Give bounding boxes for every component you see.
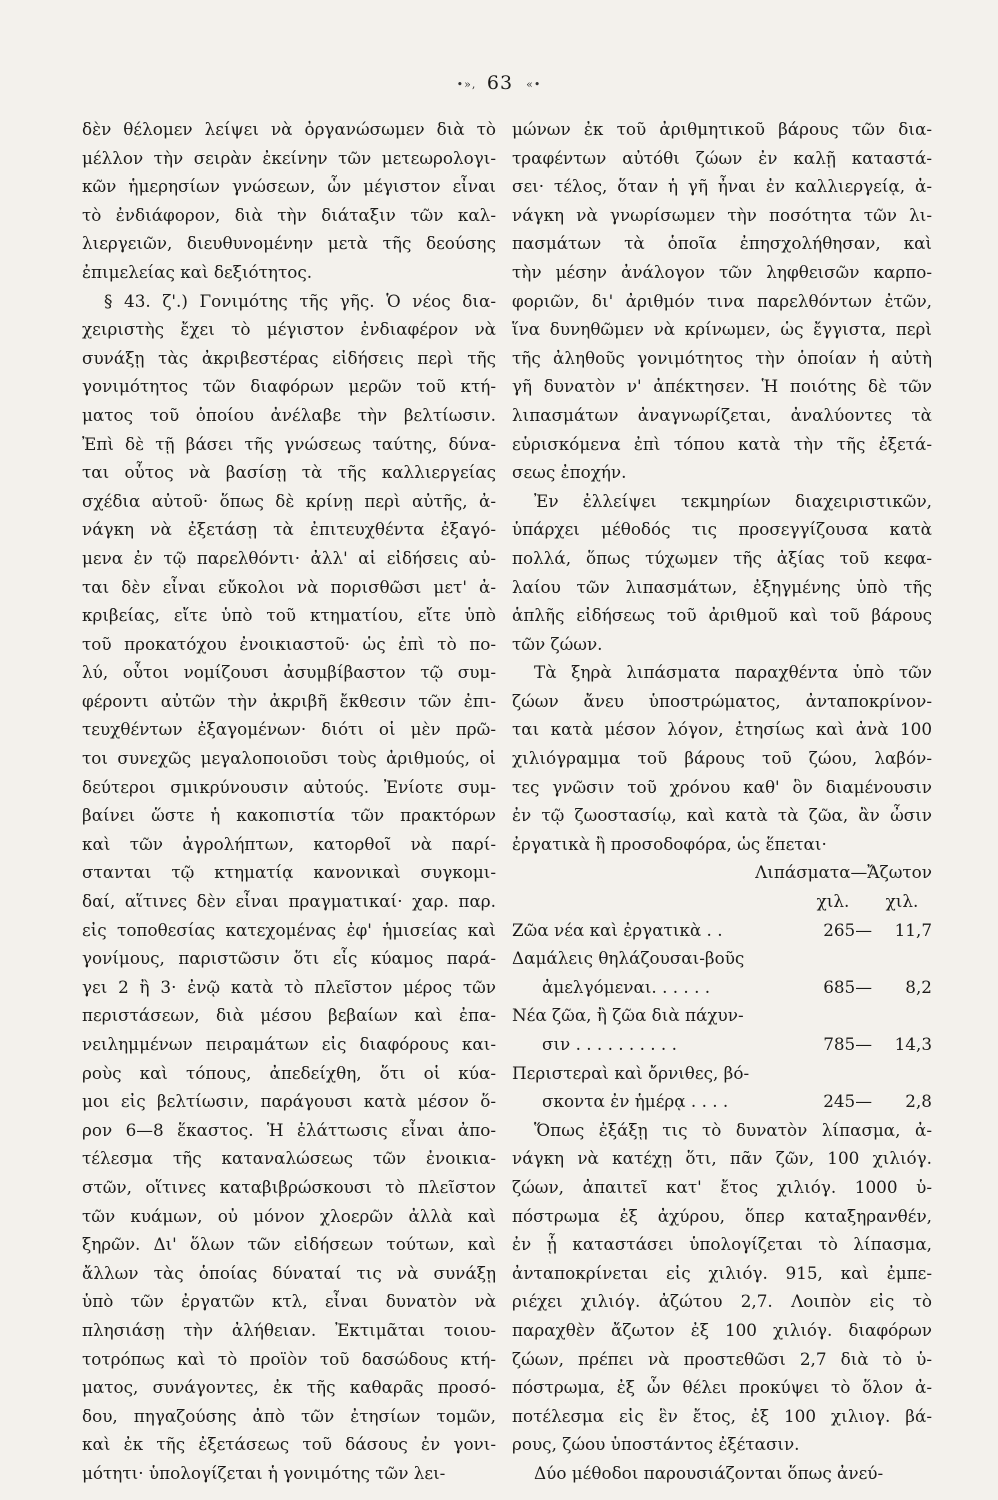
- separator-dash: —: [855, 919, 872, 940]
- nitrogen-value: 14,3: [894, 1034, 932, 1054]
- text-line: δὲν θέλομεν λείψει νὰ ὀργανώσωμεν διὰ τὸ: [82, 119, 496, 139]
- text-line: στῶν, οἵτινες καταβιβρώσκουσι τὸ πλεῖστον: [82, 1176, 496, 1197]
- text-line: τῆς ἀληθοῦς γονιμότητος τὴν ὁποίαν ἡ αὐτὴ: [512, 347, 932, 368]
- table-row: [512, 1001, 932, 1030]
- text-line: ματος, συνάγοντες, ἐκ τῆς καθαρᾶς προσό-: [82, 1377, 496, 1398]
- text-line: παραχθὲν ἄζωτον ἐξ 100 χιλιόγ. διαφόρων: [512, 1319, 932, 1340]
- text-line: πόστρωμα, ἐξ ὧν θέλει προκύψει τὸ ὅλον ἀ-: [512, 1377, 932, 1398]
- text-line: σει· τέλος, ὅταν ἡ γῆ ἦναι ἐν καλλιεργείᾳ, ἀ-: [512, 176, 932, 197]
- text-line: τὸ ἐνδιάφορον, διὰ τὴν διάταξιν τῶν καλ-: [82, 204, 496, 225]
- text-line: τοῦ προκατόχου ἐνοικιαστοῦ· ὡς ἐπὶ τὸ πο-: [82, 633, 496, 654]
- text-line: νάγκη νὰ κατέχῃ ὅτι, πᾶν ζῶν, 100 χιλιόγ.: [512, 1148, 932, 1169]
- text-line: ρον 6—8 ἕκαστος. Ἡ ἐλάττωσις εἶναι ἀπο-: [82, 1119, 496, 1140]
- table-row: [512, 1059, 932, 1088]
- text-line: τες γνῶσιν τοῦ χρόνου καθ' ὃν διαμένουσιν: [512, 776, 932, 797]
- text-line: § 43. ζ'.) Γονιμότης τῆς γῆς. Ὁ νέος δια-: [104, 290, 496, 311]
- text-line: εἰς τοποθεσίας κατεχομένας ἐφ' ἡμισείας καὶ: [82, 919, 496, 940]
- text-line: συνάξῃ τὰς ἀκριβεστέρας εἰδήσεις περὶ τῆς: [82, 347, 496, 368]
- text-line: γονίμους, παριστῶσιν ὅτι εἷς κύαμος παρά-: [82, 948, 496, 969]
- text-line: γῆ δυνατὸν ν' ἀπέκτησεν. Ἡ ποιότης δὲ τῶν: [512, 376, 932, 397]
- text-line: τευχθέντων ἐξαγομένων· διότι οἱ μὲν πρῶ-: [82, 719, 496, 740]
- text-line: νάγκη νὰ γνωρίσωμεν τὴν ποσότητα τῶν λι-: [512, 204, 932, 225]
- right-column-bottom-text: [512, 1116, 932, 1488]
- text-line: δαί, αἵτινες δὲν εἶναι πραγματικαί· χαρ. παρ.: [82, 891, 496, 912]
- text-line: ζώων, ἀπαιτεῖ κατ' ἔτος χιλιόγ. 1000 ὑ-: [512, 1176, 932, 1197]
- unit-header-2: χιλ.: [885, 891, 919, 912]
- text-line: νάγκη νὰ ἐξετάσῃ τὰ ἐπιτευχθέντα ἐξαγό-: [82, 519, 496, 540]
- text-line: ὑπὸ τῶν ἐργατῶν κτλ, εἶναι δυνατὸν νὰ: [82, 1291, 496, 1312]
- text-line: φέροντι αὐτῶν τὴν ἀκριβῆ ἔκθεσιν τῶν ἐπι-: [82, 690, 496, 711]
- row-label: σιν . . . . . . . . . .: [542, 1034, 677, 1054]
- text-line: εὑρισκόμενα ἐπὶ τόπου κατὰ τὴν τῆς ἐξετά-: [512, 433, 932, 454]
- text-line: ζώων ἄνευ ὑποστρώματος, ἀνταποκρίνον-: [512, 690, 932, 711]
- text-line: πόστρωμα ἐξ ἀχύρου, ὅπερ καταξηρανθέν,: [512, 1205, 932, 1226]
- text-line: μώνων ἐκ τοῦ ἀριθμητικοῦ βάρους τῶν δια-: [512, 119, 932, 139]
- text-line: λιεργειῶν, διευθυνομένην μετὰ τῆς δεούσης: [82, 233, 496, 254]
- text-line: ρους, ζώου ὑποστάντος ἐξέτασιν.: [512, 1434, 800, 1455]
- text-line: περιστάσεων, διὰ μέσου βεβαίων καὶ ἐπα-: [82, 1005, 496, 1026]
- text-line: ἁπλῆς εἰδήσεως τοῦ ἀριθμοῦ καὶ τοῦ βάρους: [512, 605, 932, 626]
- right-column-top-text: [512, 115, 932, 858]
- text-line: τραφέντων αὐτόθι ζώων ἐν καλῇ καταστά-: [512, 147, 932, 168]
- text-line: τῶν ζώων.: [512, 633, 603, 654]
- manure-value: 245: [823, 1091, 856, 1112]
- row-label: Νέα ζῶα, ἢ ζῶα διὰ πάχυν-: [512, 1005, 744, 1026]
- text-line: Ὅπως ἐξάξῃ τις τὸ δυνατὸν λίπασμα, ἀ-: [534, 1119, 932, 1140]
- text-line: ὑπάρχει μέθοδός τις προσεγγίζουσα κατὰ: [512, 519, 932, 540]
- text-line: ριέχει χιλιόγ. ἀζώτου 2,7. Λοιπὸν εἰς τὸ: [512, 1291, 932, 1312]
- table-header-label: Λιπάσματα—Ἄζωτον: [755, 862, 932, 883]
- text-line: Ἐν ἐλλείψει τεκμηρίων διαχειριστικῶν,: [534, 490, 932, 511]
- text-line: πλησιάσῃ τὴν ἀλήθειαν. Ἐκτιμᾶται τοιου-: [82, 1319, 496, 1340]
- text-line: ἄλλων τὰς ὁποίας δύναταί τις νὰ συνάξῃ: [82, 1262, 496, 1283]
- manure-value: 265: [823, 919, 856, 940]
- right-column: [512, 115, 932, 1488]
- table-row: [512, 973, 932, 1002]
- row-label: Ζῶα νέα καὶ ἐργατικὰ . .: [512, 919, 723, 940]
- text-line: ἐργατικὰ ἢ προσοδοφόρα, ὡς ἕπεται·: [512, 833, 827, 854]
- text-line: βαίνει ὥστε ἡ κακοπιστία τῶν πρακτόρων: [82, 805, 496, 826]
- text-line: τοτρόπως καὶ τὸ προϊὸν τοῦ δασώδους κτή-: [82, 1348, 496, 1369]
- text-line: καὶ ἐκ τῆς ἐξετάσεως τοῦ δάσους ἐν γονι-: [82, 1434, 496, 1455]
- unit-header-1: χιλ.: [816, 891, 850, 912]
- text-line: στανται τῷ κτηματίᾳ κανονικαὶ συγκομι-: [82, 862, 496, 883]
- table-units-row: [512, 887, 932, 916]
- text-line: ται οὗτος νὰ βασίσῃ τὰ τῆς καλλιεργείας: [82, 462, 496, 483]
- nitrogen-value: 8,2: [905, 976, 932, 997]
- text-line: δου, πηγαζούσης ἀπὸ τῶν ἐτησίων τομῶν,: [82, 1405, 496, 1426]
- text-line: ζώων, πρέπει νὰ προστεθῶσι 2,7 διὰ τὸ ὑ-: [512, 1348, 932, 1369]
- text-line: μενα ἐν τῷ παρελθόντι· ἀλλ' αἱ εἰδήσεις αὐ-: [82, 547, 496, 568]
- text-line: ματος τοῦ ὁποίου ἀνέλαβε τὴν βελτίωσιν.: [82, 404, 496, 425]
- text-line: γονιμότητος τῶν διαφόρων μερῶν τοῦ κτή-: [82, 376, 496, 397]
- text-line: γει 2 ἢ 3· ἐνῷ κατὰ τὸ πλεῖστον μέρος τῶν: [82, 976, 496, 997]
- text-line: πασμάτων τὰ ὁποῖα ἐπησχολήθησαν, καὶ: [512, 233, 932, 254]
- text-line: ται κατὰ μέσον λόγον, ἐτησίως καὶ ἀνὰ 100: [512, 719, 932, 740]
- text-line: χειριστὴς ἔχει τὸ μέγιστον ἐνδιαφέρον νὰ: [82, 319, 496, 340]
- row-label: Δαμάλεις θηλάζουσαι-βοῦς: [512, 948, 745, 969]
- page-number: 63: [486, 72, 514, 94]
- text-line: σεως ἐποχήν.: [512, 462, 627, 483]
- text-line: ἵνα δυνηθῶμεν νὰ κρίνωμεν, ὡς ἔγγιστα, περὶ: [512, 319, 932, 340]
- text-line: λύ, οὗτοι νομίζουσι ἀσυμβίβαστον τῷ συμ-: [82, 662, 496, 683]
- text-line: κῶν ἡμερησίων γνώσεων, ὧν μέγιστον εἶναι: [82, 176, 496, 197]
- table-row: [512, 1087, 932, 1116]
- text-line: τὴν μέσην ἀνάλογον τῶν ληφθεισῶν καρπο-: [512, 261, 932, 282]
- text-line: ξηρῶν. Δι' ὅλων τῶν εἰδήσεων τούτων, καὶ: [82, 1234, 496, 1255]
- table-row: [512, 1030, 932, 1059]
- text-line: ροὺς καὶ τόπους, ἀπεδείχθη, ὅτι οἱ κύα-: [82, 1062, 496, 1083]
- text-line: Ἐπὶ δὲ τῇ βάσει τῆς γνώσεως ταύτης, δύνα-: [82, 433, 496, 454]
- text-line: μέλλον τὴν σειρὰν ἐκείνην τῶν μετεωρολογι-: [82, 147, 496, 168]
- text-line: ποτέλεσμα εἰς ἓν ἔτος, ἐξ 100 χιλιογ. βά-: [512, 1405, 932, 1426]
- row-label: Περιστεραὶ καὶ ὄρνιθες, βό-: [512, 1062, 750, 1083]
- text-line: τοι συνεχῶς μεγαλοποιοῦσι τοὺς ἀριθμούς, οἱ: [82, 748, 496, 769]
- ornament-right: «•: [526, 77, 542, 91]
- left-column: [82, 115, 496, 1488]
- text-line: νειλημμένων πειραμάτων εἰς διαφόρους και-: [82, 1034, 496, 1054]
- text-line: κριβείας, εἴτε ὑπὸ τοῦ κτηματίου, εἴτε ὑπὸ: [82, 605, 496, 626]
- separator-dash: —: [855, 1034, 872, 1054]
- manure-value: 785: [823, 1034, 856, 1054]
- nitrogen-value: 11,7: [894, 919, 932, 940]
- text-line: ἐπιμελείας καὶ δεξιότητος.: [82, 261, 313, 282]
- text-line: μότητι· ὑπολογίζεται ἡ γονιμότης τῶν λει-: [82, 1462, 446, 1483]
- ornament-left: •»,: [456, 77, 481, 91]
- text-line: Δύο μέθοδοι παρουσιάζονται ὅπως ἀνεύ-: [534, 1462, 884, 1483]
- text-line: τῶν κυάμων, οὐ μόνον χλοερῶν ἀλλὰ καὶ: [82, 1205, 496, 1226]
- text-line: ἀνταποκρίνεται εἰς χιλιόγ. 915, καὶ ἐμπε-: [512, 1262, 932, 1283]
- text-line: χιλιόγραμμα τοῦ βάρους τοῦ ζώου, λαβόν-: [512, 748, 932, 769]
- row-label: ἀμελγόμεναι. . . . . .: [542, 976, 711, 997]
- separator-dash: —: [855, 1091, 872, 1112]
- text-line: φοριῶν, δι' ἀριθμόν τινα παρελθόντων ἐτῶν,: [512, 290, 932, 311]
- text-line: ἐν ᾗ καταστάσει ὑπολογίζεται τὸ λίπασμα,: [512, 1234, 932, 1255]
- text-line: τέλεσμα τῆς καταναλώσεως τῶν ἐνοικια-: [82, 1148, 496, 1169]
- text-line: καὶ τῶν ἀγρολήπτων, κατορθοῖ νὰ παρί-: [82, 833, 496, 854]
- text-line: ἐν τῷ ζωοστασίῳ, καὶ κατὰ τὰ ζῶα, ἂν ὦσιν: [512, 805, 932, 826]
- text-line: σχέδια αὐτοῦ· ὅπως δὲ κρίνῃ περὶ αὐτῆς, ἀ-: [82, 490, 496, 511]
- text-line: λιπασμάτων ἀναγνωρίζεται, ἀναλύοντες τὰ: [512, 404, 932, 425]
- table-row: [512, 916, 932, 945]
- row-label: σκοντα ἐν ἡμέρᾳ . . . .: [542, 1091, 729, 1112]
- nitrogen-value: 2,8: [905, 1091, 932, 1112]
- text-line: πολλά, ὅπως τύχωμεν τῆς ἀξίας τοῦ κεφα-: [512, 547, 932, 568]
- text-line: μοι εἰς βελτίωσιν, παράγουσι κατὰ μέσον ὅ-: [82, 1091, 496, 1112]
- page-header: [0, 72, 998, 94]
- table-row: [512, 944, 932, 973]
- text-line: Τὰ ξηρὰ λιπάσματα παραχθέντα ὑπὸ τῶν: [534, 662, 932, 683]
- text-line: δεύτεροι σμικρύνουσιν αὐτούς. Ἐνίοτε συμ-: [82, 776, 496, 797]
- manure-table: [512, 916, 932, 1116]
- separator-dash: —: [855, 976, 872, 997]
- text-line: ται δὲν εἶναι εὔκολοι νὰ πορισθῶσι μετ' ἀ-: [82, 576, 496, 597]
- manure-value: 685: [823, 976, 856, 997]
- text-line: λαίου τῶν λιπασμάτων, ἐξηγμένης ὑπὸ τῆς: [512, 576, 932, 597]
